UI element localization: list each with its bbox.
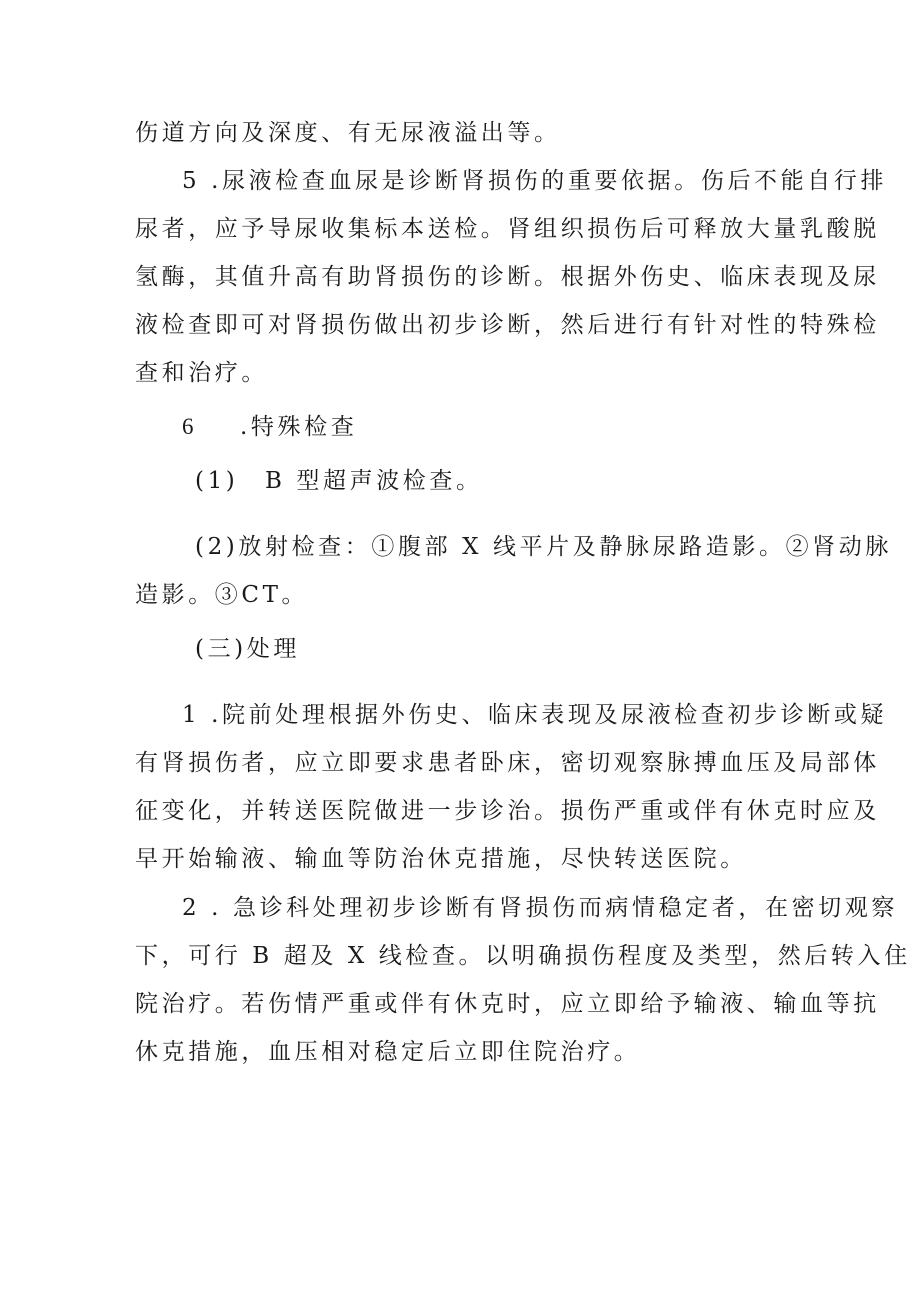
item-6-title: .特殊检查 <box>240 414 358 440</box>
item-6-number: 6 <box>182 414 198 439</box>
paragraph-continuation-line: 伤道方向及深度、有无尿液溢出等。 <box>135 120 561 146</box>
item-5-line-4: 液检查即可对肾损伤做出初步诊断，然后进行有针对性的特殊检 <box>135 312 880 338</box>
treatment-2-line-4: 休克措施，血压相对稳定后立即住院治疗。 <box>135 1039 641 1065</box>
treatment-1-line-1: 1 .院前处理根据外伤史、临床表现及尿液检查初步诊断或疑 <box>182 702 888 728</box>
item-6-2-line-2: 造影。③CT。 <box>135 582 309 608</box>
item-6-1-line: (1) B 型超声波检查。 <box>195 468 483 494</box>
item-5-line-5: 查和治疗。 <box>135 360 268 386</box>
section-3-heading: (三)处理 <box>195 636 300 662</box>
treatment-2-line-3: 院治疗。若伤情严重或伴有休克时，应立即给予输液、输血等抗 <box>135 991 880 1017</box>
treatment-1-line-4: 早开始输液、输血等防治休克措施，尽快转送医院。 <box>135 846 747 872</box>
item-6-2-line-1: (2)放射检查：①腹部 X 线平片及静脉尿路造影。②肾动脉 <box>195 534 892 560</box>
treatment-2-line-2: 下，可行 B 超及 X 线检查。以明确损伤程度及类型，然后转入住 <box>135 943 911 969</box>
treatment-1-line-2: 有肾损伤者，应立即要求患者卧床，密切观察脉搏血压及局部体 <box>135 750 880 776</box>
item-5-line-1: 5 .尿液检查血尿是诊断肾损伤的重要依据。伤后不能自行排 <box>182 168 888 194</box>
treatment-2-line-1: 2 . 急诊科处理初步诊断有肾损伤而病情稳定者，在密切观察 <box>182 895 898 921</box>
item-5-line-3: 氢酶，其值升高有助肾损伤的诊断。根据外伤史、临床表现及尿 <box>135 264 880 290</box>
item-5-line-2: 尿者，应予导尿收集标本送检。肾组织损伤后可释放大量乳酸脱 <box>135 216 880 242</box>
treatment-1-line-3: 征变化，并转送医院做进一步诊治。损伤严重或伴有休克时应及 <box>135 798 880 824</box>
